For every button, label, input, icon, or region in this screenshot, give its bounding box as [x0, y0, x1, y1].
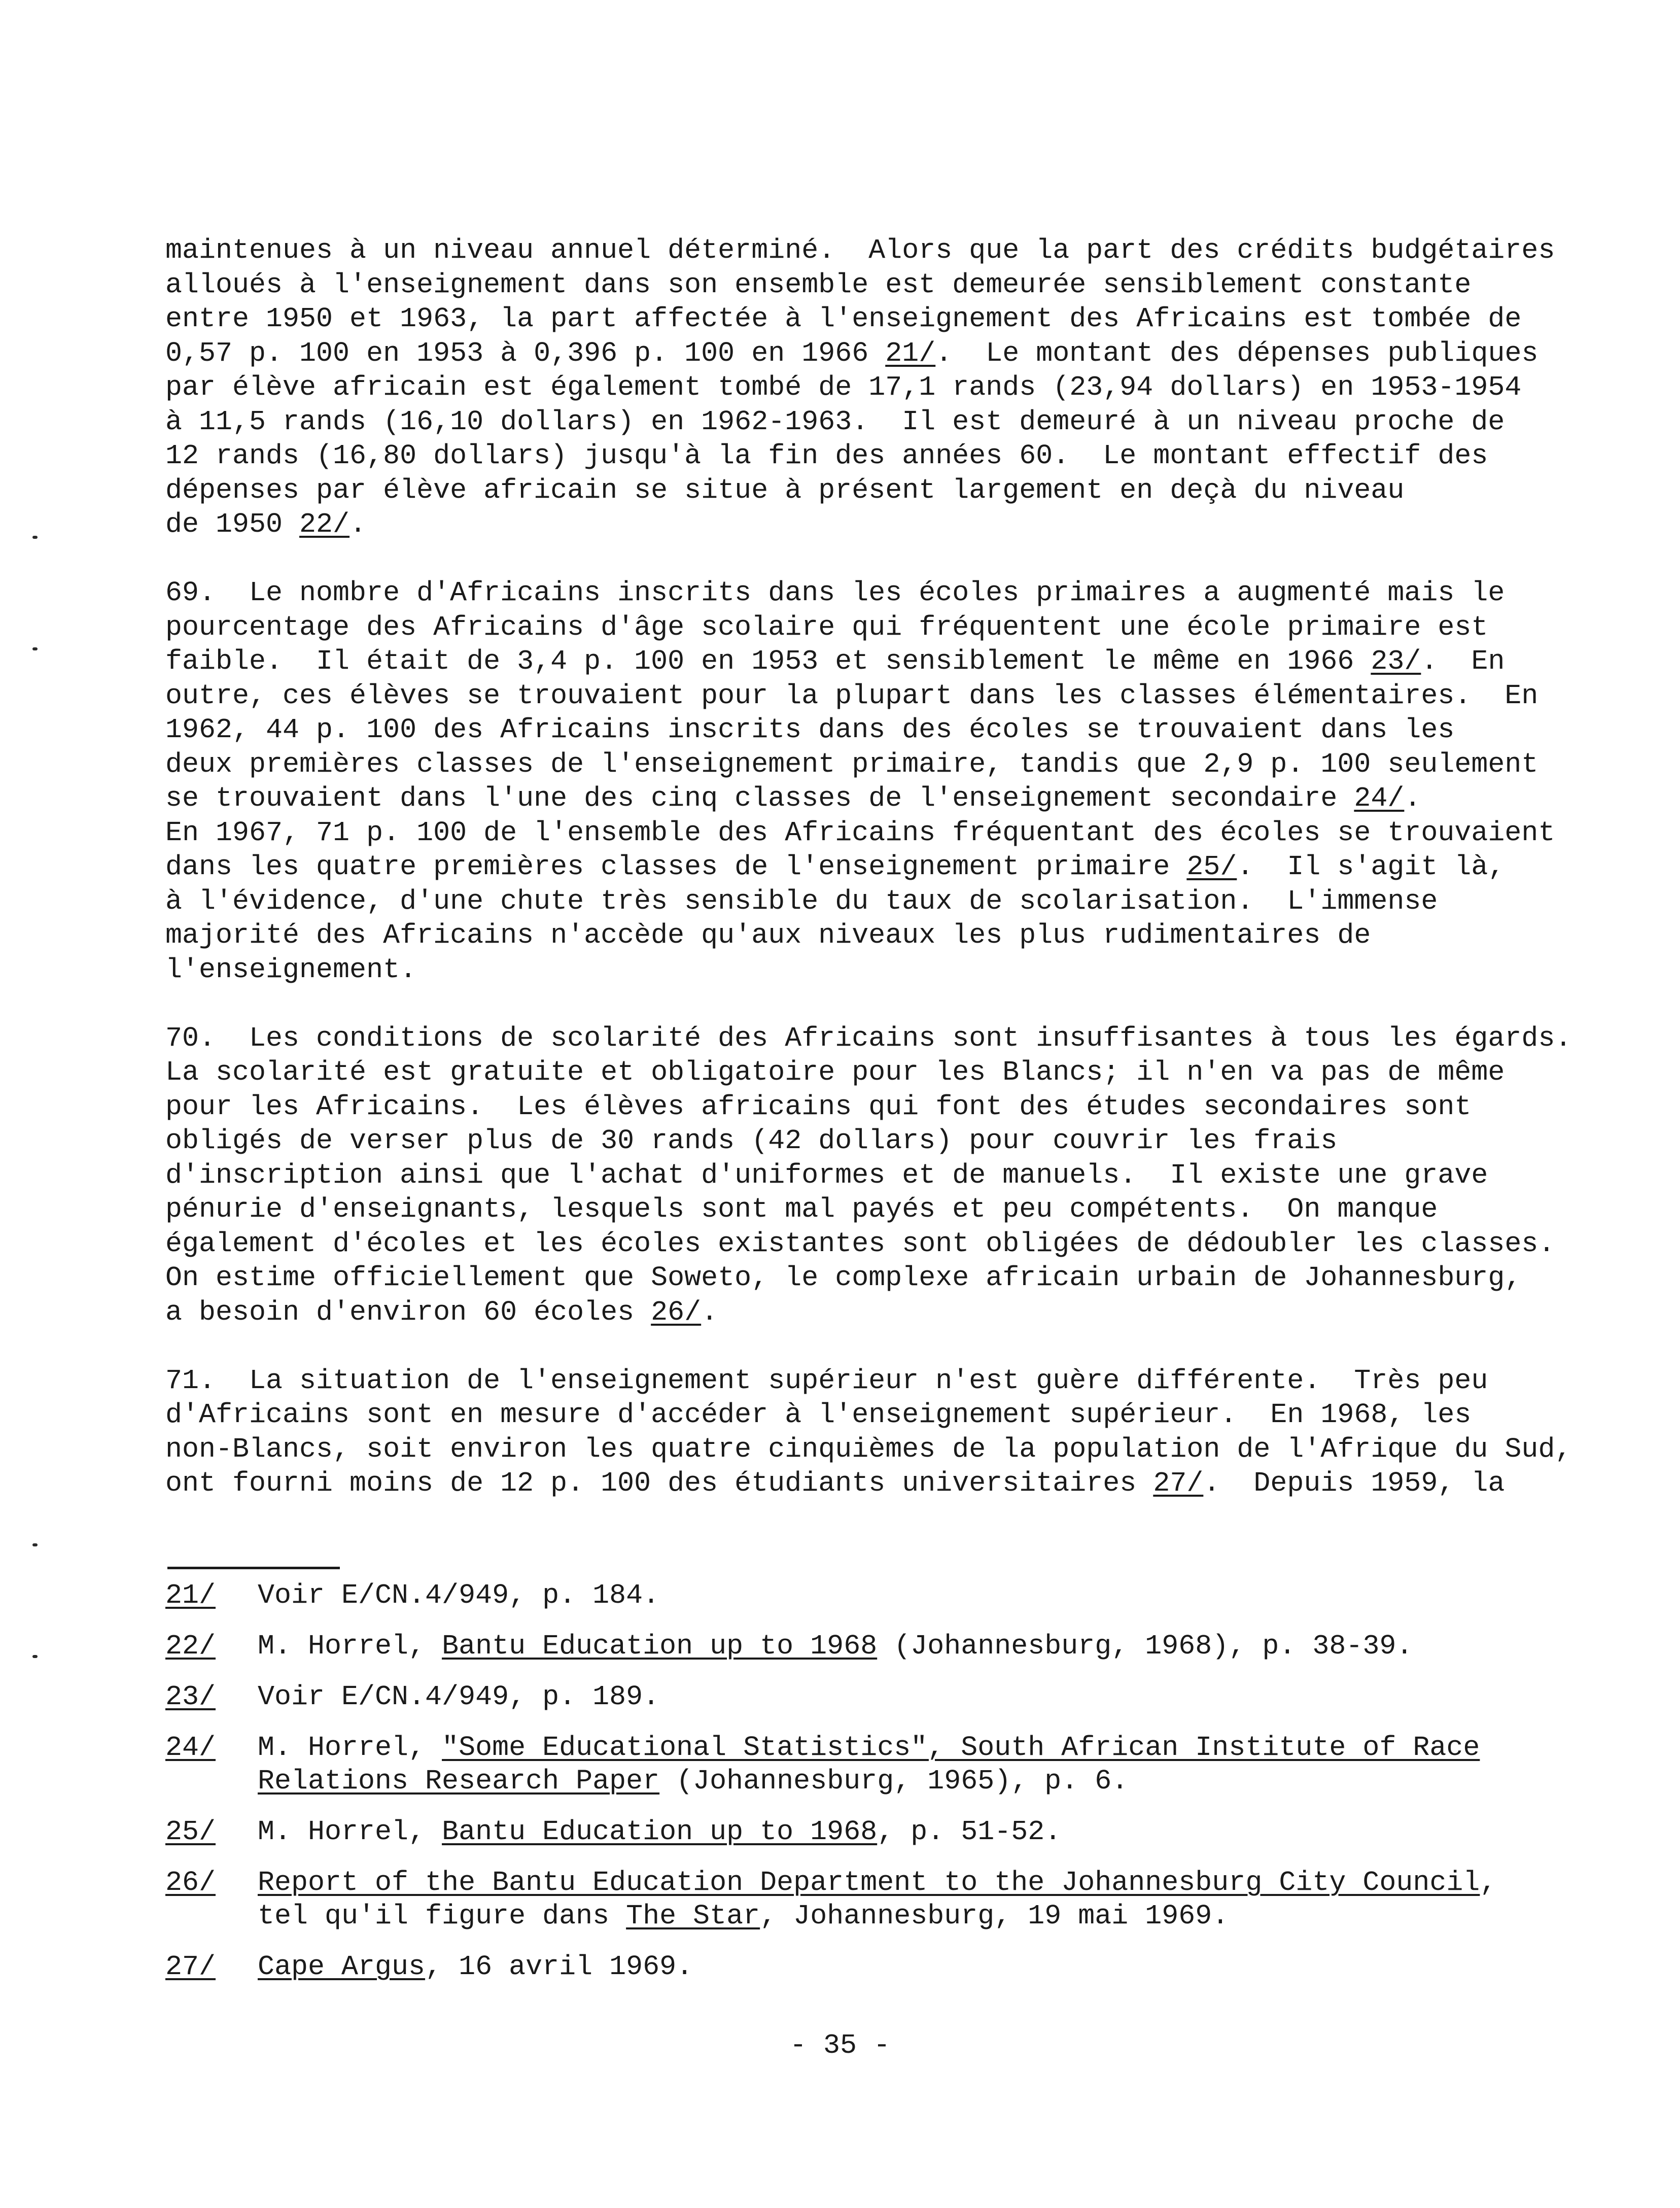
text-line: entre 1950 et 1963, la part affectée à l'enseignement des Africains est tombée de: [165, 303, 1522, 335]
footnote-number: 26/: [165, 1867, 216, 1899]
text-line: se trouvaient dans l'une des cinq classes de l'enseignement secondaire 24/.: [165, 782, 1421, 814]
paragraph-68-continuation: [165, 233, 1586, 542]
text-line: de 1950 22/.: [165, 508, 367, 540]
text-line: ont fourni moins de 12 p. 100 des étudiants universitaires 27/. Depuis 1959, la: [165, 1467, 1505, 1499]
text-line: faible. Il était de 3,4 p. 100 en 1953 et sensiblement le même en 1966 23/. En: [165, 645, 1505, 677]
text-line: par élève africain est également tombé de 17,1 rands (23,94 dollars) en 1953-1954: [165, 371, 1522, 403]
footnote-number: 25/: [165, 1816, 216, 1848]
text-line: 12 rands (16,80 dollars) jusqu'à la fin des années 60. Le montant effectif des: [165, 440, 1488, 472]
footnote-ref-24: 24/: [1354, 782, 1405, 814]
text-line: 69. Le nombre d'Africains inscrits dans les écoles primaires a augmenté mais le: [165, 577, 1505, 609]
text-line: On estime officiellement que Soweto, le complexe africain urbain de Johannesburg,: [165, 1262, 1522, 1294]
footnote-ref-26: 26/: [651, 1296, 702, 1328]
text-line: l'enseignement.: [165, 953, 417, 986]
cited-title: Cape Argus: [258, 1951, 426, 1983]
text-line: d'Africains sont en mesure d'accéder à l'enseignement supérieur. En 1968, les: [165, 1399, 1472, 1431]
footnote-ref-27: 27/: [1153, 1467, 1204, 1499]
footnote-number: 24/: [165, 1732, 216, 1764]
footnote-ref-25: 25/: [1186, 851, 1237, 883]
text-line: dépenses par élève africain se situe à présent largement en deçà du niveau: [165, 474, 1405, 506]
text-line: à l'évidence, d'une chute très sensible du taux de scolarisation. L'immense: [165, 885, 1438, 917]
footnote-number: 23/: [165, 1681, 216, 1713]
text-line: 70. Les conditions de scolarité des Africains sont insuffisantes à tous les égards.: [165, 1022, 1572, 1054]
text-line: pour les Africains. Les élèves africains qui font des études secondaires sont: [165, 1090, 1472, 1123]
cited-title: Relations Research Paper: [258, 1765, 660, 1797]
footnote-number: 21/: [165, 1579, 216, 1611]
cited-title: "Some Educational Statistics", South African Institute of Race: [442, 1732, 1480, 1764]
margin-mark: [32, 1655, 38, 1658]
text-line: obligés de verser plus de 30 rands (42 dollars) pour couvrir les frais: [165, 1125, 1338, 1157]
text-line: à 11,5 rands (16,10 dollars) en 1962-1963. Il est demeuré à un niveau proche de: [165, 405, 1505, 438]
text-line: La scolarité est gratuite et obligatoire pour les Blancs; il n'en va pas de même: [165, 1056, 1505, 1088]
text-line: outre, ces élèves se trouvaient pour la plupart dans les classes élémentaires. En: [165, 679, 1538, 712]
text-line: 0,57 p. 100 en 1953 à 0,396 p. 100 en 1966 21/. Le montant des dépenses publiques: [165, 337, 1538, 369]
text-line: non-Blancs, soit environ les quatre cinquièmes de la population de l'Afrique du Sud,: [165, 1433, 1572, 1465]
text-line: a besoin d'environ 60 écoles 26/.: [165, 1296, 718, 1328]
cited-title: The Star: [626, 1900, 760, 1932]
paragraph-71: [165, 1364, 1586, 1501]
footnote-25: 25/ M. Horrel, Bantu Education up to 1968, p. 51-52.: [165, 1816, 1062, 1848]
text-line: 71. La situation de l'enseignement supérieur n'est guère différente. Très peu: [165, 1364, 1488, 1397]
text-line: deux premières classes de l'enseignement primaire, tandis que 2,9 p. 100 seulement: [165, 748, 1538, 780]
footnote-26: 26/ Report of the Bantu Education Department to the Johannesburg City Council, tel qu'il figure dans The Star, Johannesburg, 19 mai 1969.: [165, 1867, 1497, 1932]
cited-title: Bantu Education up to 1968: [442, 1630, 878, 1662]
footnote-27: 27/ Cape Argus, 16 avril 1969.: [165, 1951, 693, 1983]
text-line: majorité des Africains n'accède qu'aux niveaux les plus rudimentaires de: [165, 919, 1371, 951]
text-line: maintenues à un niveau annuel déterminé. Alors que la part des crédits budgétaires: [165, 234, 1555, 266]
margin-mark: [32, 647, 38, 650]
footnote-ref-23: 23/: [1371, 645, 1421, 677]
footnote-22: 22/ M. Horrel, Bantu Education up to 1968 (Johannesburg, 1968), p. 38-39.: [165, 1630, 1413, 1662]
text-line: alloués à l'enseignement dans son ensemble est demeurée sensiblement constante: [165, 268, 1472, 301]
footnote-ref-21: 21/: [885, 337, 936, 369]
footnote-24: 24/ M. Horrel, "Some Educational Statistics", South African Institute of Race Relations Research Paper (Johannesburg, 1965), p. 6.: [165, 1732, 1480, 1797]
text-line: pourcentage des Africains d'âge scolaire qui fréquentent une école primaire est: [165, 611, 1488, 643]
footnote-number: 27/: [165, 1951, 216, 1983]
text-line: dans les quatre premières classes de l'enseignement primaire 25/. Il s'agit là,: [165, 851, 1505, 883]
margin-mark: [32, 536, 38, 539]
text-line: 1962, 44 p. 100 des Africains inscrits dans des écoles se trouvaient dans les: [165, 714, 1455, 746]
footnotes: [165, 1579, 1586, 2001]
text-line: d'inscription ainsi que l'achat d'uniformes et de manuels. Il existe une grave: [165, 1159, 1488, 1191]
footnote-23: 23/ Voir E/CN.4/949, p. 189.: [165, 1681, 660, 1713]
body-text: [165, 233, 1586, 1501]
footnote-21: 21/ Voir E/CN.4/949, p. 184.: [165, 1579, 660, 1611]
text-line: également d'écoles et les écoles existantes sont obligées de dédoubler les classes.: [165, 1227, 1555, 1260]
cited-title: Bantu Education up to 1968: [442, 1816, 878, 1848]
footnote-ref-22: 22/: [299, 508, 350, 540]
margin-mark: [32, 1543, 38, 1546]
cited-title: Report of the Bantu Education Department to the Johannesburg City Council: [258, 1867, 1480, 1899]
paragraph-70: [165, 1021, 1586, 1330]
text-line: pénurie d'enseignants, lesquels sont mal payés et peu compétents. On manque: [165, 1193, 1438, 1225]
footnote-separator: [167, 1567, 340, 1569]
footnote-number: 22/: [165, 1630, 216, 1662]
page-number: - 35 -: [789, 2029, 891, 2061]
text-line: En 1967, 71 p. 100 de l'ensemble des Africains fréquentant des écoles se trouvaient: [165, 816, 1555, 849]
paragraph-69: [165, 576, 1586, 987]
